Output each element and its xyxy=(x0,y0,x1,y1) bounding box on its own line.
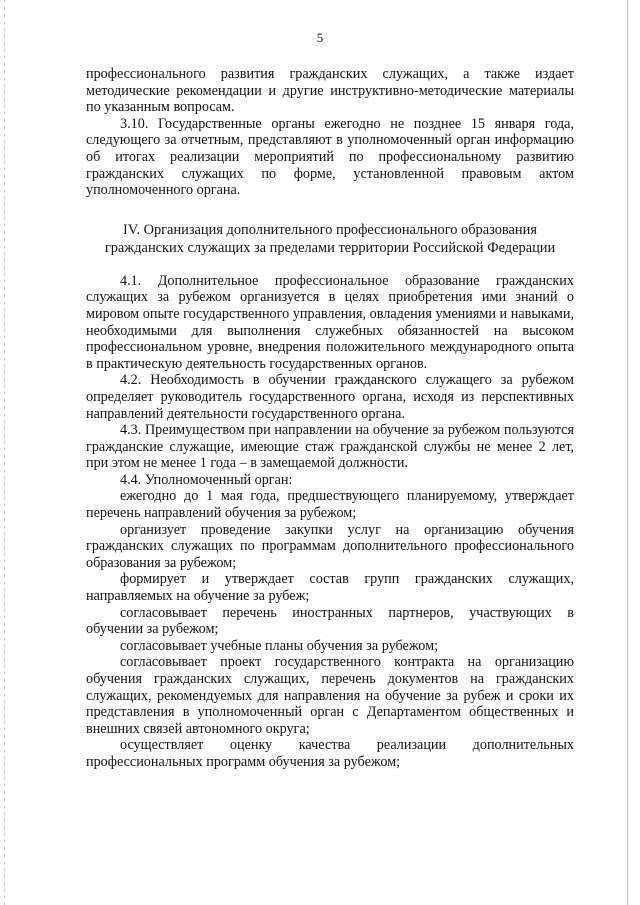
list-item: формирует и утверждает состав групп гражданских служащих, направляемых на обучение за рубеж; xyxy=(86,571,574,605)
section-heading xyxy=(86,221,574,257)
list-item: осуществляет оценку качества реализации дополнительных профессиональных программ обучения за рубежом; xyxy=(86,737,574,770)
scan-edge-left xyxy=(4,0,5,905)
list-item: согласовывает учебные планы обучения за рубежом; xyxy=(120,637,439,654)
paragraph-4-1: 4.1. Дополнительное профессиональное образование гражданских служащих за рубежом организуется в целях приобретения ими знаний о мировом опыте государственного управления, овладения умениями и навыками, необходимыми для выполнения служебных обязанностей на высоком профессиональном уровне, внедрения положительного международного опыта в практическую деятельность государственных органов. xyxy=(86,272,574,372)
scan-edge-right xyxy=(627,0,628,905)
paragraph-continuation: профессионального развития гражданских служащих, а также издает методические рекомендации и другие инструктивно-методические материалы по указанным вопросам. xyxy=(86,66,574,116)
paragraph-4-2: 4.2. Необходимость в обучении гражданского служащего за рубежом определяет руководитель государственного органа, исходя из перспективных направлений деятельности государственного органа. xyxy=(86,372,574,422)
section-heading-line-2: гражданских служащих за пределами территории Российской Федерации xyxy=(104,239,556,256)
list-item: согласовывает перечень иностранных партнеров, участвующих в обучении за рубежом; xyxy=(86,604,574,638)
page-number: 5 xyxy=(316,30,324,45)
list-item: согласовывает проект государственного контракта на организацию обучения гражданских служащих, перечень документов на гражданских служащих, рекомендуемых для направления на обучение за рубеж и сроки их представления в уполномоченный орган с Департаментом общественных и внешних связей автономного округа; xyxy=(86,654,574,737)
list-item: ежегодно до 1 мая года, предшествующего планируемому, утверждает перечень направлений обучения за рубежом; xyxy=(86,488,574,522)
section-heading-line-1: IV. Организация дополнительного профессионального образования xyxy=(123,221,537,238)
paragraph-4-3: 4.3. Преимуществом при направлении на обучение за рубежом пользуются гражданские служащие, имеющие стаж гражданской службы не менее 2 лет, при этом не менее 1 года – в замещаемой должности. xyxy=(86,422,574,472)
paragraph-3-10: 3.10. Государственные органы ежегодно не позднее 15 января года, следующего за отчетным, представляют в уполномоченный орган информацию об итогах реализации мероприятий по профессиональному развитию гражданских служащих по форме, установленной правовым актом уполномоченного органа. xyxy=(86,115,574,199)
list-item: организует проведение закупки услуг на организацию обучения гражданских служащих по программам дополнительного профессионального образования за рубежом; xyxy=(86,521,574,571)
paragraph-4-4: 4.4. Уполномоченный орган: xyxy=(120,471,293,488)
document-body xyxy=(86,66,574,771)
